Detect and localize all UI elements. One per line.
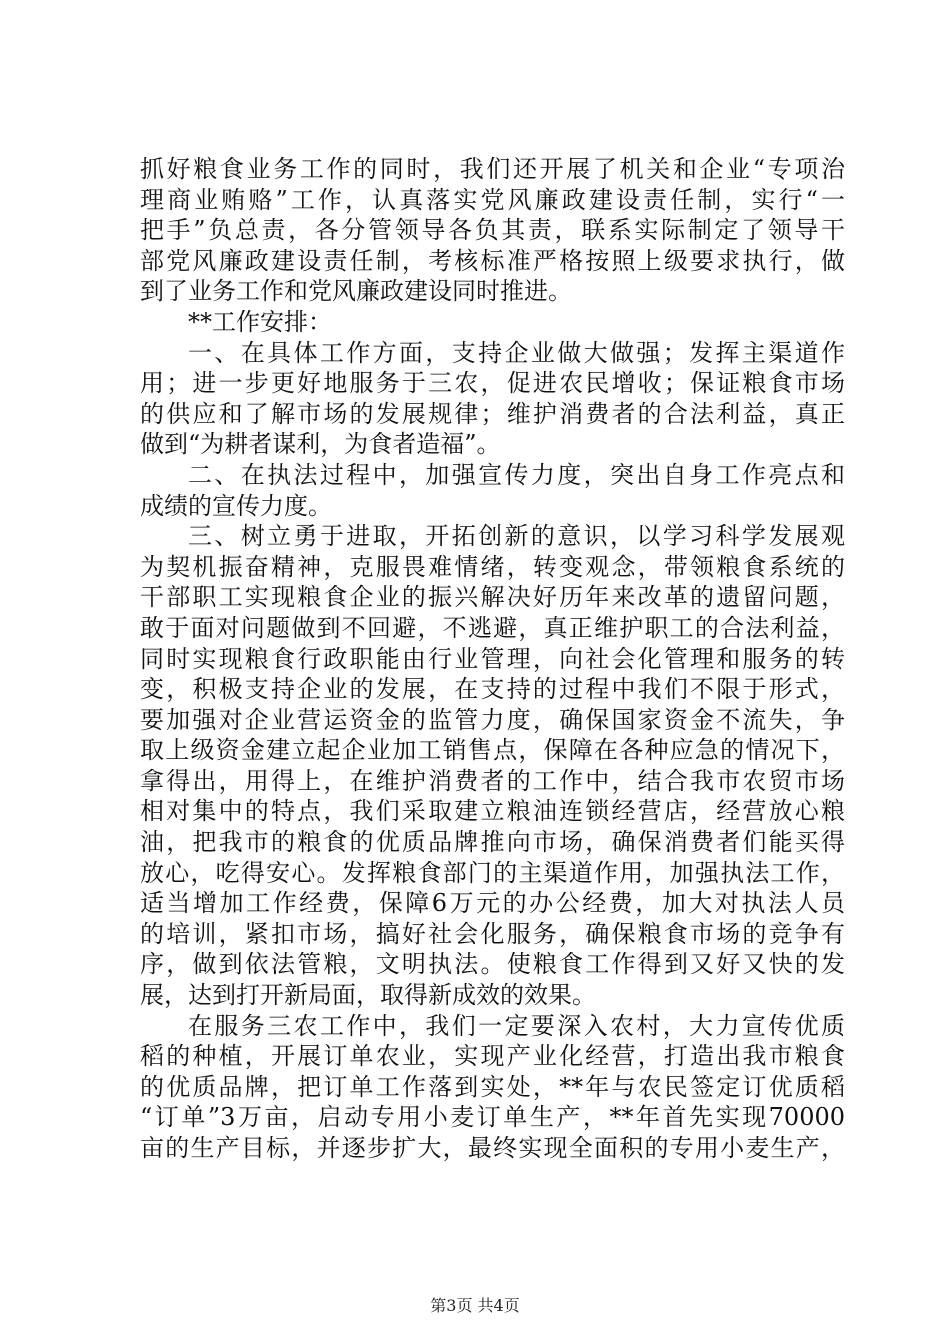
text-line: 的培训，紧扣市场，搞好社会化服务，确保粮食市场的竞争有 xyxy=(140,919,845,948)
text-line: 适当增加工作经费，保障6万元的办公经费，加大对执法人员 xyxy=(140,889,845,918)
text-line: 拿得出，用得上，在维护消费者的工作中，结合我市农贸市场 xyxy=(140,766,845,795)
text-line: 一、在具体工作方面，支持企业做大做强；发挥主渠道作 xyxy=(188,338,845,367)
text-line: 把手”负总责，各分管领导各负其责，联系实际制定了领导干 xyxy=(140,216,845,245)
text-line: 抓好粮食业务工作的同时，我们还开展了机关和企业“专项治 xyxy=(140,155,845,183)
text-line: 为契机振奋精神，克服畏难情绪，转变观念，带领粮食系统的 xyxy=(140,552,845,581)
text-line: 成绩的宣传力度。 xyxy=(140,491,332,520)
text-line: 油，把我市的粮食的优质品牌推向市场，确保消费者们能买得 xyxy=(140,828,845,857)
text-line: 的供应和了解市场的发展规律；维护消费者的合法利益，真正 xyxy=(140,399,845,428)
text-line: 三、树立勇于进取，开拓创新的意识，以学习科学发展观 xyxy=(188,522,845,551)
document-body xyxy=(140,154,845,1164)
text-line: 稻的种植，开展订单农业，实现产业化经营，打造出我市粮食 xyxy=(140,1042,845,1071)
text-line: 敢于面对问题做到不回避，不逃避，真正维护职工的合法利益， xyxy=(140,613,845,642)
text-line: 要加强对企业营运资金的监管力度，确保国家资金不流失，争 xyxy=(140,705,845,734)
text-line: 用；进一步更好地服务于三农，促进农民增收；保证粮食市场 xyxy=(140,369,845,398)
text-line: 序，做到依法管粮，文明执法。使粮食工作得到又好又快的发 xyxy=(140,950,845,979)
text-line: 做到“为耕者谋利，为食者造福”。 xyxy=(140,430,501,459)
text-line: 部党风廉政建设责任制，考核标准严格按照上级要求执行，做 xyxy=(140,246,845,275)
text-line: 的优质品牌，把订单工作落到实处，**年与农民签定订优质稻 xyxy=(140,1072,845,1101)
text-line: 二、在执法过程中，加强宣传力度，突出自身工作亮点和 xyxy=(188,460,845,489)
text-line: 到了业务工作和党风廉政建设同时推进。 xyxy=(140,277,572,306)
text-line: 干部职工实现粮食企业的振兴解决好历年来改革的遗留问题， xyxy=(140,583,845,612)
text-line: 理商业贿赂”工作，认真落实党风廉政建设责任制，实行“一 xyxy=(140,185,845,214)
text-line: 相对集中的特点，我们采取建立粮油连锁经营店，经营放心粮 xyxy=(140,797,845,826)
text-line: 同时实现粮食行政职能由行业管理，向社会化管理和服务的转 xyxy=(140,644,845,673)
page-number-footer: 第3页 共4页 xyxy=(430,1296,520,1315)
text-line: 亩的生产目标，并逐步扩大，最终实现全面积的专用小麦生产， xyxy=(140,1134,845,1162)
text-line: 展，达到打开新局面，取得新成效的效果。 xyxy=(140,981,596,1010)
text-line: 在服务三农工作中，我们一定要深入农村，大力宣传优质 xyxy=(188,1011,845,1040)
text-line: 取上级资金建立起企业加工销售点，保障在各种应急的情况下， xyxy=(140,736,845,765)
text-line: “订单”3万亩，启动专用小麦订单生产，**年首先实现70000 xyxy=(140,1103,845,1132)
text-line: 变，积极支持企业的发展，在支持的过程中我们不限于形式， xyxy=(140,675,845,704)
section-heading: **工作安排： xyxy=(188,307,332,336)
text-line: 放心，吃得安心。发挥粮食部门的主渠道作用，加强执法工作， xyxy=(140,858,845,887)
